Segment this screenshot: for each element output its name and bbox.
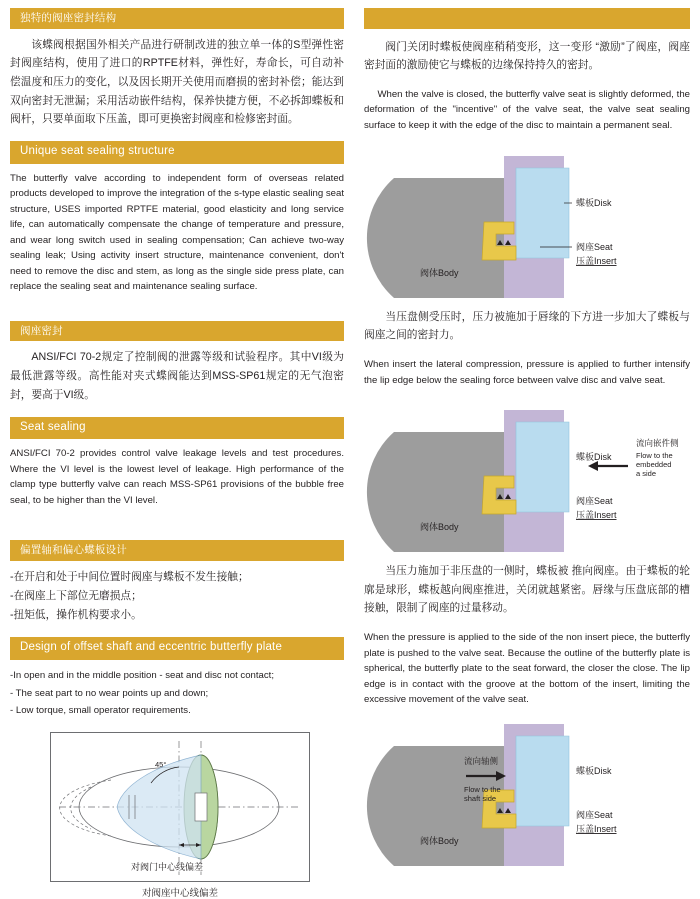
valve-diagram-3-svg [364, 722, 690, 872]
section-header-en-wrap [10, 417, 344, 440]
label-body: 阀体Body [420, 522, 459, 533]
flow-label-cn: 流向嵌件侧 [636, 438, 679, 449]
right-block-1 [364, 8, 690, 298]
block-body-en: When insert the lateral compression, pressure is applied to further intensify the lip edge below the sealing force between valve disc and valve seat. [364, 358, 690, 386]
section-header-cn-wrap [10, 8, 344, 29]
flow-label-cn: 流向轴侧 [464, 755, 499, 766]
label-insert: 压盖Insert [576, 823, 617, 834]
label-insert: 压盖Insert [576, 255, 617, 266]
block-body-cn: 当压盘侧受压时，压力被施加于唇缘的下方进一步加大了蝶板与阀座之间的密封力。 [364, 310, 690, 342]
section-body-en: ANSI/FCI 70-2 provides control valve leakage levels and test procedures. Where the VI level is the lowest level of leakage. High performance of the clamp type butterfly valve can reach MSS-SP61 provisions of the bubble free seal, to be higher than the VI level. [10, 448, 344, 506]
list-item: -在阀座上下部位无磨损点； [10, 589, 142, 602]
section-unique-seat [10, 8, 344, 295]
section-body-cn: 该蝶阀根据国外相关产品进行研制改进的独立单一体的S型弹性密封阀座结构，使用了进口的RPTFE材料，弹性好，寿命长，可自动补偿温度和压力的变化，以及因长期开关使用而磨损的密封补偿；能达到双向密封无泄漏；采用活动嵌件结构，保养快捷方便，不必拆卸蝶板和阀杆，只要单面取下压盖，即可更换密封阀座和检修密封面。 [10, 38, 344, 126]
list-item: - Low torque, small operator requirements. [10, 705, 191, 717]
right-block-3 [364, 562, 690, 872]
label-insert: 压盖Insert [576, 510, 617, 521]
label-disk: 蝶板Disk [576, 452, 612, 463]
section-header-en-wrap [10, 637, 344, 660]
eccentric-disc-technical-drawing [50, 732, 310, 882]
valve-diagram-2 [364, 402, 690, 552]
list-item: -扭矩低，操作机构要求小。 [10, 609, 142, 622]
block-body-en: When the pressure is applied to the side of the non insert piece, the butterfly plate is pushed to the valve seat. Because the outline of the butterfly plate is spherical, the butterfly plate to the seat forward, the closer the close. The lip edge is in contact with the groove at the bottom of the insert, limiting the excessive movement of the valve seat. [364, 632, 690, 706]
flow-label-en-1: Flow to the [464, 784, 501, 794]
top-accent-bar-wrap [364, 8, 690, 29]
label-disk: 蝶板Disk [576, 197, 612, 208]
label-seat: 阀座Seat [576, 809, 613, 820]
label-disk: 蝶板Disk [576, 765, 612, 776]
flow-label-en-3: a side [636, 469, 657, 479]
section-body-cn: ANSI/FCI 70-2规定了控制阀的泄露等级和试验程序。其中VI级为最低泄露等级。高性能对夹式蝶阀能达到MSS-SP61规定的无气泡密封，要高于VI级。 [10, 351, 344, 401]
valve-diagram-3 [364, 722, 690, 872]
label-body: 阀体Body [420, 835, 459, 846]
technical-drawing-svg [51, 733, 309, 881]
shaft-offset-label: 对阀门中心线偏差 [131, 862, 204, 873]
valve-diagram-2-svg [364, 402, 690, 552]
label-seat: 阀座Seat [576, 241, 613, 252]
section-header-cn-wrap [10, 540, 344, 561]
section-list-cn [10, 568, 344, 626]
section-body-en: The butterfly valve according to independent form of overseas related products developed to improve the integration of the s-type elastic sealing seat structure, USES imported RPTFE material, good elasticity and long service life, can automatically compensate the change of temperature and pressure, and wear long switch used in sealing compensation; Can achieve two-way sealing leak; Using activity insert structure, maintenance convenient, don't need to remove the disc and stem, as long as the single side press plate, can replace the sealing seat and maintenance sealing surface. [10, 172, 344, 293]
section-header-en: Design of offset shaft and eccentric butterfly plate [10, 637, 344, 660]
valve-diagram-1 [364, 148, 690, 298]
section-header-cn: 独特的阀座密封结构 [10, 8, 344, 29]
section-header-cn-wrap [10, 321, 344, 342]
label-seat: 阀座Seat [576, 496, 613, 507]
spacer [10, 309, 344, 321]
list-item: -在开启和处于中间位置时阀座与蝶板不发生接触； [10, 570, 249, 583]
section-header-en-wrap [10, 141, 344, 164]
section-header-en: Seat sealing [10, 417, 344, 440]
right-block-2 [364, 308, 690, 553]
section-header-cn: 阀座密封 [10, 321, 344, 342]
flow-label-en-2: embedded [636, 460, 672, 470]
block-body-en: When the valve is closed, the butterfly valve seat is slightly deformed, the deformation of the "incentive" of the valve seat, the valve seat sealing surface to keep it with the edge of the disc to maintain a permanent seal. [364, 88, 690, 131]
flow-label-en-1: Flow to the [636, 451, 673, 461]
section-header-en: Unique seat sealing structure [10, 141, 344, 164]
angle-label: 45° [155, 760, 167, 770]
list-item: -In open and in the middle position - seat and disc not contact; [10, 669, 274, 681]
spacer [10, 522, 344, 540]
section-list-en [10, 667, 344, 720]
section-offset-shaft [10, 540, 344, 720]
label-body: 阀体Body [420, 267, 459, 278]
top-accent-bar [364, 8, 690, 29]
section-seat-sealing [10, 321, 344, 508]
right-column [350, 8, 690, 864]
list-item: - The seat part to no wear points up and down; [10, 687, 209, 699]
valve-diagram-1-svg [364, 148, 690, 298]
block-body-cn: 阀门关闭时蝶板使阀座稍稍变形，这一变形 “激励”了阀座，阀座密封面的激励使它与蝶板的边缘保持持久的密封。 [364, 40, 690, 72]
seat-offset-label: 对阀座中心线偏差 [141, 888, 218, 899]
block-body-cn: 当压力施加于非压盘的一侧时，蝶板被 推向阀座。由于蝶板的轮廓是球形，蝶板越向阀座推进，关闭就越紧密。唇缘与压盘底部的槽接触，限制了阀座的过量移动。 [364, 565, 690, 615]
section-header-cn: 偏置轴和偏心蝶板设计 [10, 540, 344, 561]
flow-label-en-2: shaft side [464, 793, 497, 803]
left-column [10, 8, 350, 899]
